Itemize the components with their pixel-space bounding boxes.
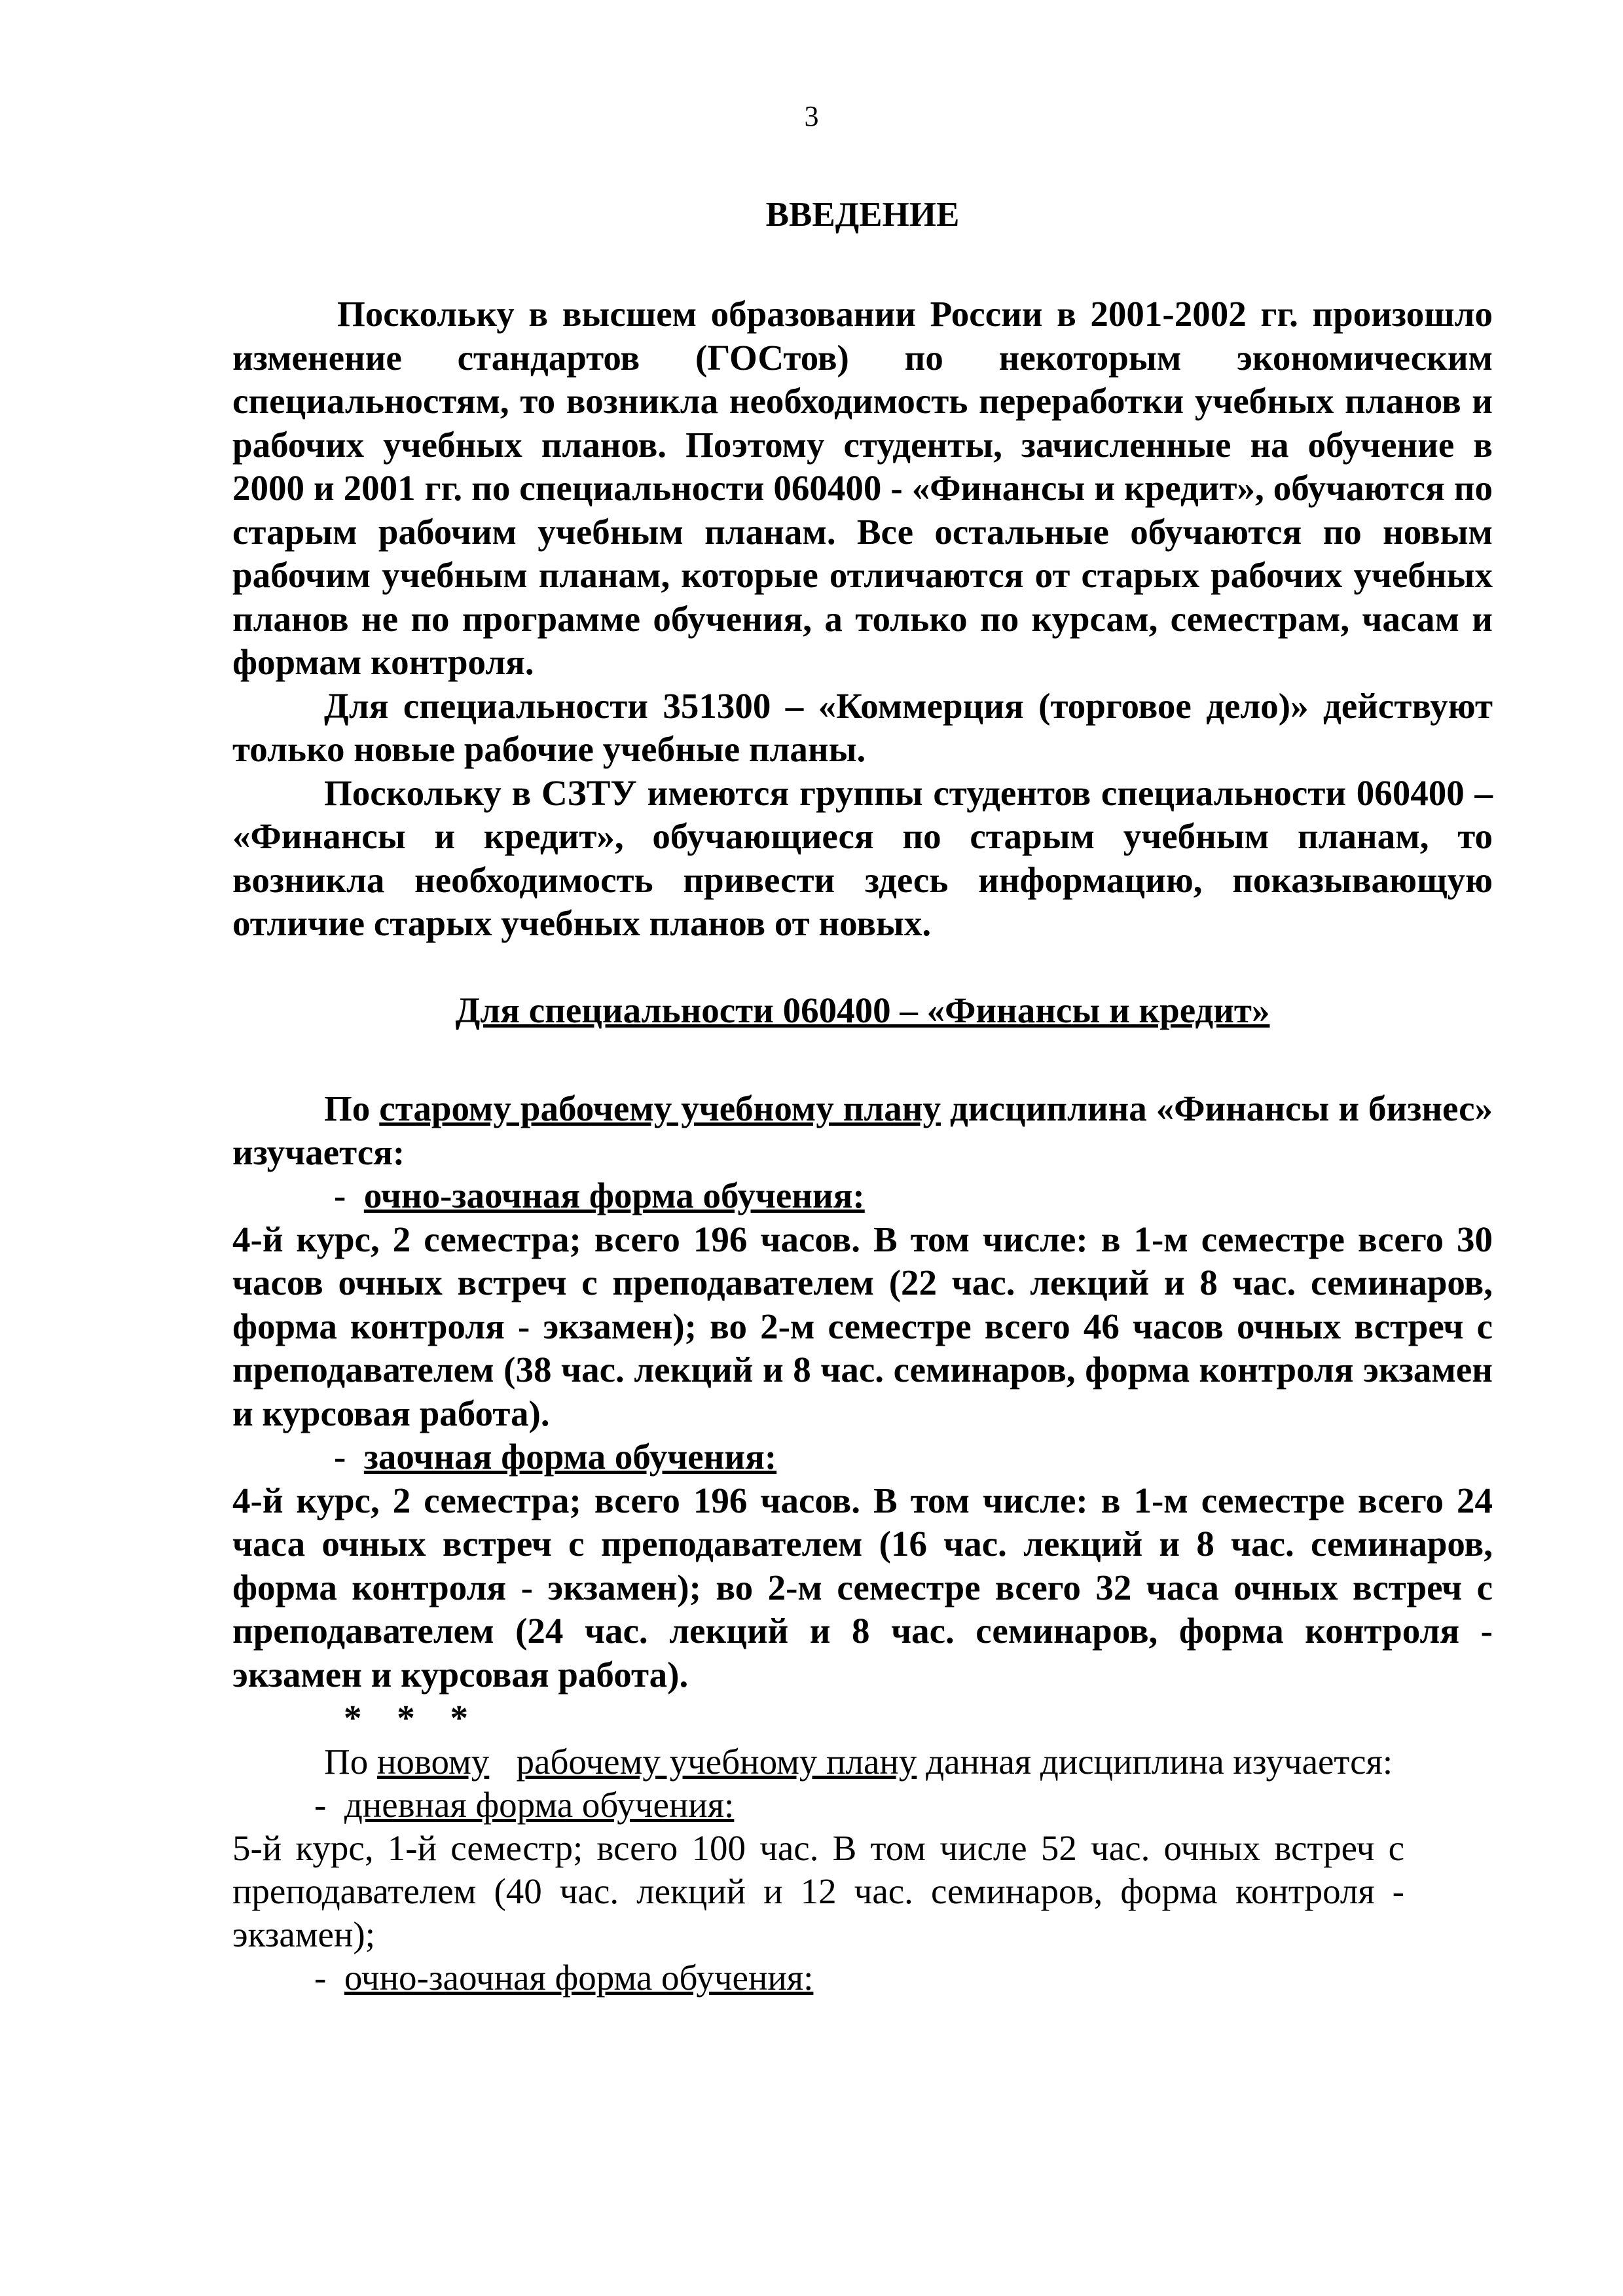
section-heading: Для специальности 060400 – «Финансы и кредит» xyxy=(455,990,1270,1030)
old-plan-link: старому рабочему учебному плану xyxy=(379,1088,941,1128)
intro-paragraph-1: Поскольку в высшем образовании России в 2001-2002 гг. произошло изменение стандартов (ГОСтов) по некоторым экономическим специальностям, то возникла необходимость переработки учебных планов и рабочих учебных планов. Поэтому студенты, зачисленные на обучение в 2000 и 2001 гг. по специальности 060400 - «Финансы и кредит», обучаются по старым рабочим учебным планам. Все остальные обучаются по новым рабочим учебным планам, которые отличаются от старых рабочих учебных планов не по программе обучения, а только по курсам, семестрам, часам и формам контроля. xyxy=(232,294,1493,682)
old-plan-form2-dash: - xyxy=(334,1437,346,1477)
old-plan-form2-heading xyxy=(232,1435,1493,1479)
new-plan-link-1: новому xyxy=(376,1741,490,1782)
new-plan-link-2: рабочему учебному плану xyxy=(516,1741,917,1782)
new-plan-form2-label: очно-заочная форма обучения: xyxy=(344,1957,814,1998)
new-plan-form1-text: 5-й курс, 1-й семестр; всего 100 час. В том числе 52 час. очных встреч с преподавателем (40 час. лекций и 12 час. семинаров, форма контроля - экзамен); xyxy=(232,1827,1404,1954)
intro-paragraph-2: Для специальности 351300 – «Коммерция (торговое дело)» действуют только новые рабочие учебные планы. xyxy=(232,685,1493,769)
separator-stars: * * * xyxy=(344,1698,481,1738)
new-plan-lead-suffix: данная дисциплина изучается: xyxy=(926,1741,1393,1782)
page-title: ВВЕДЕНИЕ xyxy=(765,196,960,234)
old-plan-form1-dash: - xyxy=(334,1175,346,1215)
new-plan-form1-heading xyxy=(232,1784,1486,1827)
old-plan-form1-heading xyxy=(232,1174,1493,1218)
old-plan-lead-suffix: дисциплина «Финансы и бизнес» изучается: xyxy=(232,1088,1493,1172)
intro-paragraph-3: Поскольку в СЗТУ имеются группы студентов специальности 060400 – «Финансы и кредит», обучающиеся по старым учебным планам, то возникла необходимость привести здесь информацию, показывающую отличие старых учебных планов от новых. xyxy=(232,772,1493,943)
new-plan-lead-prefix: По xyxy=(324,1741,369,1782)
old-plan-form1-text: 4-й курс, 2 семестра; всего 196 часов. В том числе: в 1-м семестре всего 30 часов очных встреч с преподавателем (22 час. лекций и 8 час. семинаров, форма контроля - экзамен); во 2-м семестре всего 46 часов очных встреч с преподавателем (38 час. лекций и 8 час. семинаров, форма контроля экзамен и курсовая работа). xyxy=(232,1219,1493,1433)
new-plan-form2-dash: - xyxy=(314,1957,327,1998)
old-plan-lead xyxy=(232,1087,1493,1174)
new-plan-form1-label: дневная форма обучения: xyxy=(344,1784,735,1825)
old-plan-form2-text: 4-й курс, 2 семестра; всего 196 часов. В том числе: в 1-м семестре всего 24 часа очных встреч с преподавателем (16 час. лекций и 8 час. семинаров, форма контроля - экзамен); во 2-м семестре всего 32 часа очных встреч с преподавателем (24 час. лекций и 8 час. семинаров, форма контроля - экзамен и курсовая работа). xyxy=(232,1480,1493,1695)
document-body xyxy=(232,187,1493,2000)
old-plan-form1-label: очно-заочная форма обучения: xyxy=(363,1175,865,1215)
old-plan-lead-prefix: По xyxy=(324,1088,371,1128)
new-plan-lead xyxy=(232,1740,1404,1784)
new-plan-form2-heading xyxy=(232,1956,1486,2000)
page-number: 3 xyxy=(804,100,819,132)
old-plan-form2-label: заочная форма обучения: xyxy=(363,1437,777,1477)
new-plan-form1-dash: - xyxy=(314,1784,327,1825)
